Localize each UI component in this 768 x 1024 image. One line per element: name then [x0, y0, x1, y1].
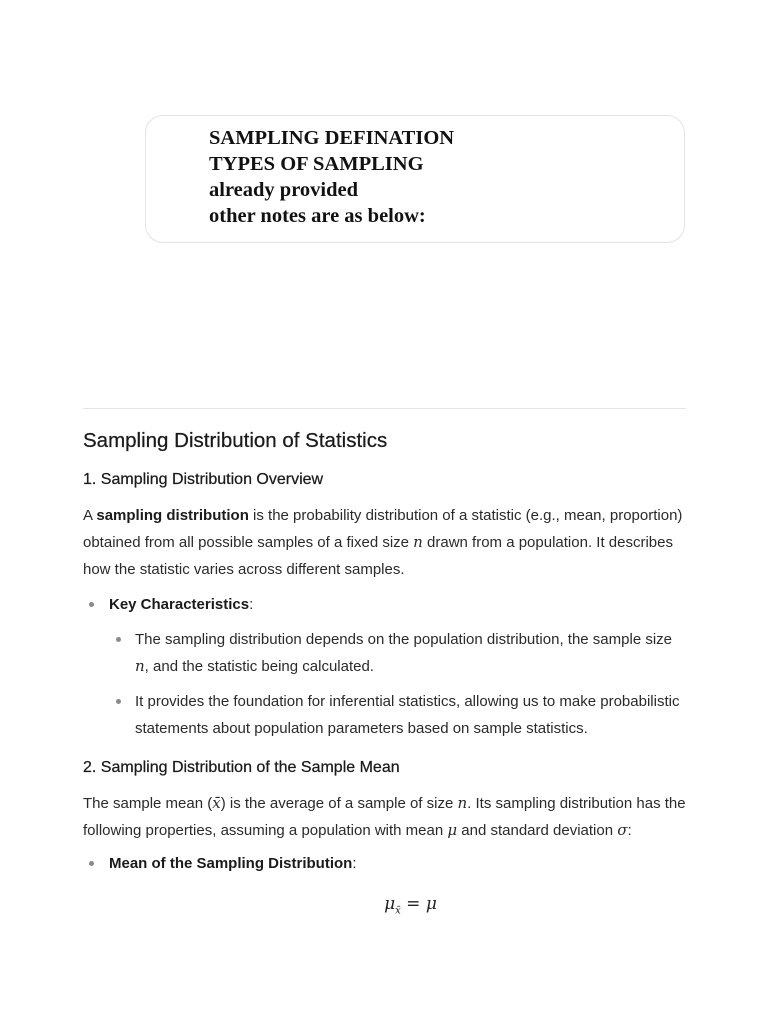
user-message-line: SAMPLING DEFINATION — [209, 127, 455, 149]
bold-term: Key Characteristics — [109, 596, 250, 613]
math-variable: σ — [617, 821, 628, 839]
math-operator: = — [400, 894, 426, 914]
sampling-mean-properties-list — [83, 850, 686, 924]
text-run: ) is the average of a sample of size — [220, 795, 458, 812]
math-variable: n — [457, 794, 468, 812]
section-heading-sample-mean: 2. Sampling Distribution of the Sample Mean — [83, 759, 400, 776]
math-variable: n — [413, 533, 423, 551]
user-message-bubble — [145, 115, 685, 243]
text-run: . Its sampling distribution has the following properties, assuming a population with mean — [83, 795, 686, 839]
math-subscript: x̄ — [395, 905, 401, 917]
message-divider — [83, 408, 686, 409]
math-symbol: μ — [425, 894, 437, 914]
user-message-text — [209, 125, 454, 229]
text-run: The sampling distribution depends on the population distribution, the sample size — [135, 631, 672, 648]
nested-list — [109, 626, 686, 742]
text-run: is the probability distribution of a statistic (e.g., mean, proportion) obtained from all possible samples of a fixed size — [83, 507, 683, 551]
section-heading-overview: 1. Sampling Distribution Overview — [83, 471, 324, 488]
list-item — [83, 591, 686, 742]
sample-mean-paragraph — [83, 790, 686, 844]
user-message-line: other notes are as below: — [209, 205, 426, 227]
text-run: : — [352, 855, 357, 872]
text-run: The sample mean ( — [83, 795, 213, 812]
math-variable: x̄ — [212, 794, 221, 812]
math-variable: n — [135, 657, 145, 675]
bold-term: sampling distribution — [96, 507, 249, 524]
text-run: A — [83, 507, 97, 524]
text-run: and standard deviation — [457, 822, 618, 839]
assistant-response — [83, 424, 686, 924]
response-title: Sampling Distribution of Statistics — [83, 429, 388, 452]
math-variable: μ — [447, 821, 458, 839]
mean-formula — [109, 891, 686, 924]
key-characteristics-list — [83, 591, 686, 742]
list-item: It provides the foundation for inferential statistics, allowing us to make probabilistic statements about population parameters based on sample statistics. — [109, 688, 686, 742]
text-run: : — [249, 596, 254, 613]
list-item — [109, 626, 686, 680]
bold-term: Mean of the Sampling Distribution — [109, 855, 353, 872]
math-symbol: μ — [384, 894, 396, 914]
list-item — [83, 850, 686, 924]
overview-paragraph — [83, 502, 686, 583]
user-message-line: TYPES OF SAMPLING — [209, 153, 424, 175]
user-message-line: already provided — [209, 179, 359, 201]
text-run: drawn from a population. It describes how the statistic varies across different samples. — [83, 534, 673, 578]
text-run: : — [627, 822, 632, 839]
text-run: , and the statistic being calculated. — [144, 658, 374, 675]
